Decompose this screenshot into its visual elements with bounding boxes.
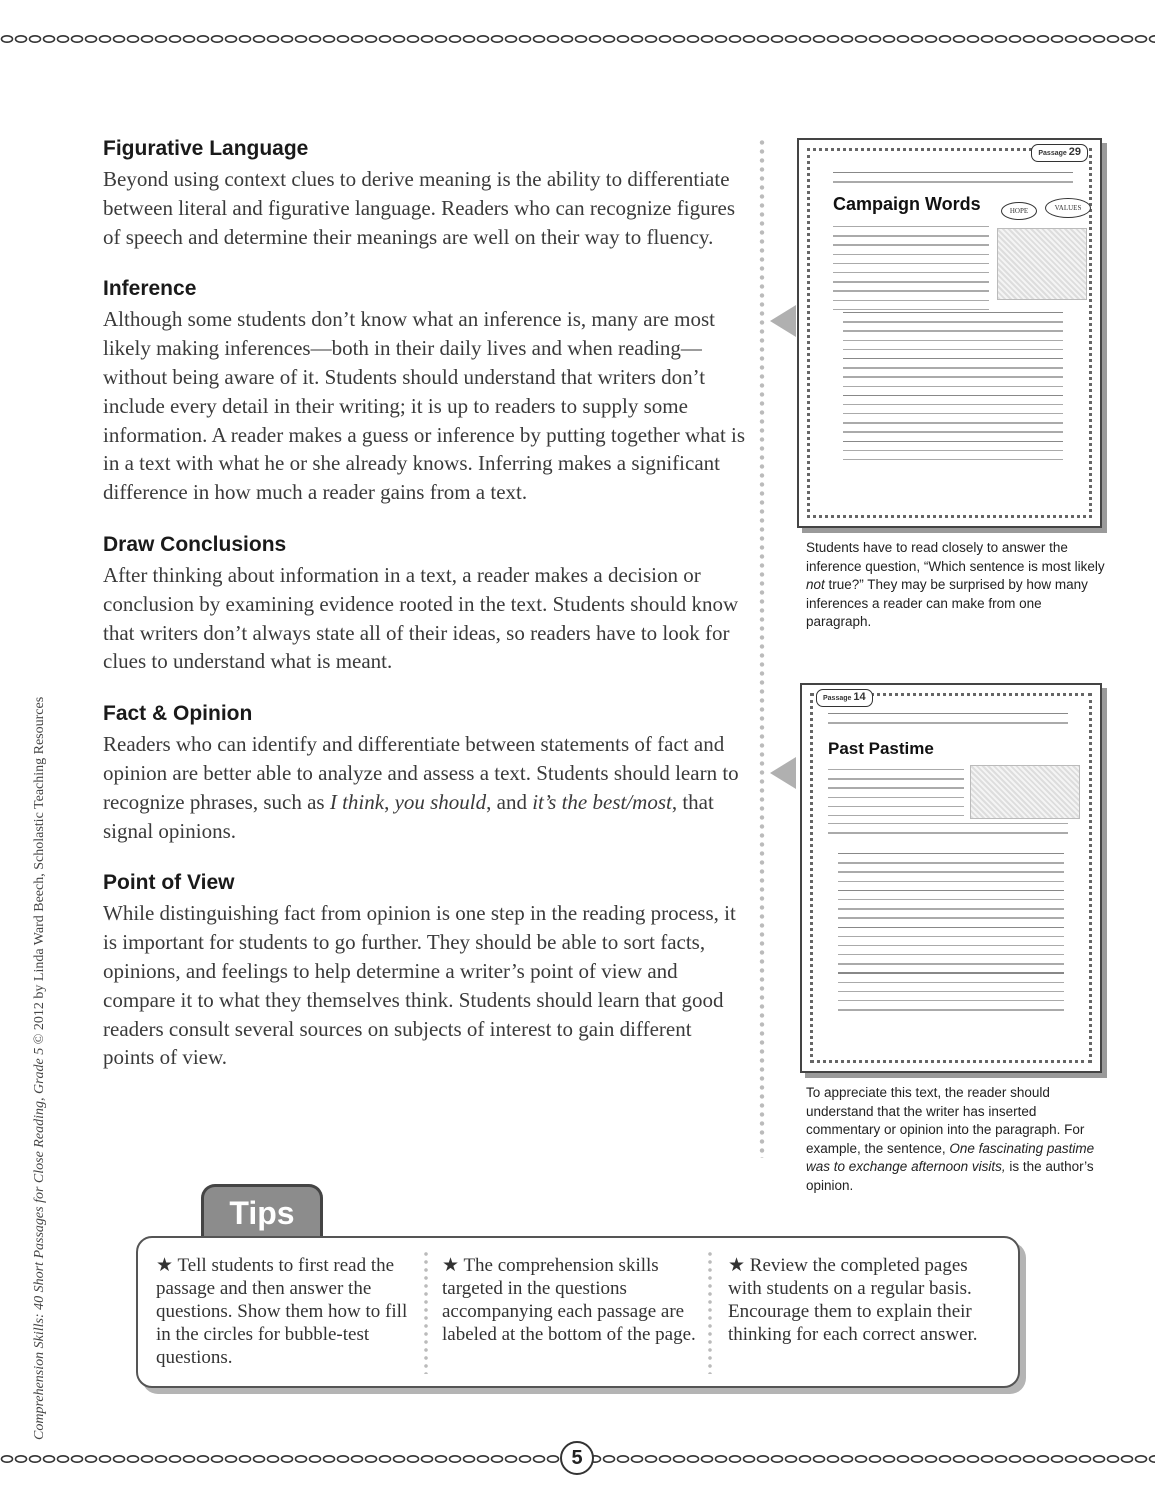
section-body: After thinking about information in a text, a reader makes a decision or conclusion by examining evidence rooted in the text. Students should know that writers don’t always state all of their ideas, so readers have to look for clues to understand what is meant. bbox=[103, 562, 739, 674]
section-inference bbox=[103, 275, 748, 507]
body-text: Readers who can identify and differentiate between statements of fact and opinion are better able to analyze and assess a text. Students should learn to recognize phrases, such as bbox=[103, 732, 739, 814]
book-title: Comprehension Skills: 40 Short Passages for Close Reading, Grade 5 bbox=[32, 1047, 47, 1440]
speech-bubble: VALUES bbox=[1045, 198, 1091, 218]
section-body bbox=[103, 730, 748, 845]
opinion-phrase: it’s the best/most bbox=[532, 789, 672, 814]
text-lines bbox=[838, 853, 1064, 1018]
dotted-divider bbox=[759, 138, 765, 1158]
caption-text: is the author’s opinion. bbox=[806, 1159, 1094, 1193]
caption-text: true?” They may be surprised by how many inferences a reader can make from one paragraph. bbox=[806, 577, 1088, 629]
text-lines bbox=[828, 769, 964, 824]
opinion-phrase: I think bbox=[329, 789, 385, 814]
passage-number: 29 bbox=[1068, 146, 1081, 158]
caption-text: Students have to read closely to answer the inference question, “Which sentence is most likely bbox=[806, 540, 1105, 574]
pointer-arrow-icon bbox=[770, 757, 796, 789]
section-body: While distinguishing fact from opinion is one step in the reading process, it is important for students to go further. They should be able to sort facts, opinions, and feelings to help determine a writer’s point of view and compare it to what they themselves think. Students should learn that good readers consult several sources on subjects of interest to gain different points of view. bbox=[103, 901, 736, 1070]
calling-card-image bbox=[970, 765, 1080, 819]
tip-item: ★ Tell students to first read the passage and then answer the questions. Show them how to fill in the circles for bubble-test questions. bbox=[156, 1255, 408, 1368]
section-body: Although some students don’t know what an inference is, many are most likely making inferences—both in their daily lives and when reading—without being aware of it. Students should understand that writers don’t include every detail in their writing; it is up to readers to supply some information. A reader makes a guess or inference by putting together what is in a text with what he or she already knows. Inferring makes a significant difference in how much a reader gains from a text. bbox=[103, 307, 746, 505]
caption-text: To appreciate this text, the reader should understand that the writer has inserted commentary or opinion into the paragraph. For example, the sentence, bbox=[806, 1085, 1085, 1156]
copyright-notice: © 2012 by Linda Ward Beech, Scholastic Teaching Resources bbox=[32, 696, 47, 1048]
tip-divider bbox=[424, 1250, 428, 1374]
section-heading: Draw Conclusions bbox=[103, 532, 287, 556]
caption-emphasis: One fascinating pastime was to exchange afternoon visits, bbox=[806, 1140, 1095, 1174]
caption-past-pastime bbox=[806, 1084, 1106, 1195]
text-lines bbox=[828, 713, 1068, 731]
section-point-of-view bbox=[103, 869, 748, 1072]
speech-bubble: HOPE bbox=[1001, 202, 1037, 220]
passage-number: 14 bbox=[853, 691, 866, 703]
tips-box bbox=[136, 1236, 1020, 1388]
text-lines bbox=[833, 172, 1073, 190]
passage-tag bbox=[1031, 144, 1088, 162]
passage-thumbnail-campaign-words bbox=[797, 138, 1102, 528]
body-text: , bbox=[384, 789, 395, 814]
capitol-image bbox=[997, 228, 1087, 300]
pointer-arrow-icon bbox=[770, 305, 796, 337]
section-heading: Inference bbox=[103, 277, 197, 301]
passage-thumbnail-past-pastime bbox=[800, 683, 1102, 1073]
tips-tab: Tips bbox=[201, 1184, 323, 1244]
body-text: , and bbox=[486, 789, 533, 814]
section-figurative-language bbox=[103, 135, 748, 251]
passage-label: Passage bbox=[823, 695, 852, 702]
caption-campaign-words bbox=[806, 539, 1106, 632]
tip-item: ★ Review the completed pages with students on a regular basis. Encourage them to explain their thinking for each correct answer. bbox=[728, 1255, 978, 1345]
top-chain-border bbox=[0, 31, 1155, 47]
text-lines bbox=[843, 312, 1063, 468]
body-text: , that signal opinions. bbox=[103, 789, 714, 843]
section-heading: Figurative Language bbox=[103, 137, 309, 160]
section-heading: Fact & Opinion bbox=[103, 702, 253, 726]
thumbnail-title: Past Pastime bbox=[828, 739, 934, 758]
side-credit bbox=[28, 660, 52, 1440]
tip-divider bbox=[708, 1250, 712, 1374]
section-draw-conclusions bbox=[103, 531, 748, 676]
caption-emphasis: not bbox=[806, 577, 825, 592]
section-body: Beyond using context clues to derive meaning is the ability to differentiate between literal and figurative language. Readers who can recognize figures of speech and determine their meanings are well on their way to fluency. bbox=[103, 167, 736, 249]
section-heading: Point of View bbox=[103, 871, 235, 895]
section-fact-opinion bbox=[103, 700, 748, 845]
text-lines bbox=[833, 226, 989, 318]
opinion-phrase: you should bbox=[394, 789, 487, 814]
passage-tag bbox=[816, 689, 873, 707]
passage-label: Passage bbox=[1038, 150, 1067, 157]
page-number: 5 bbox=[560, 1441, 594, 1475]
tip-item: ★ The comprehension skills targeted in the questions accompanying each passage are labeled at the bottom of the page. bbox=[442, 1255, 696, 1345]
text-lines bbox=[828, 823, 1068, 841]
main-column bbox=[103, 135, 748, 1096]
thumbnail-title: Campaign Words bbox=[833, 194, 981, 214]
